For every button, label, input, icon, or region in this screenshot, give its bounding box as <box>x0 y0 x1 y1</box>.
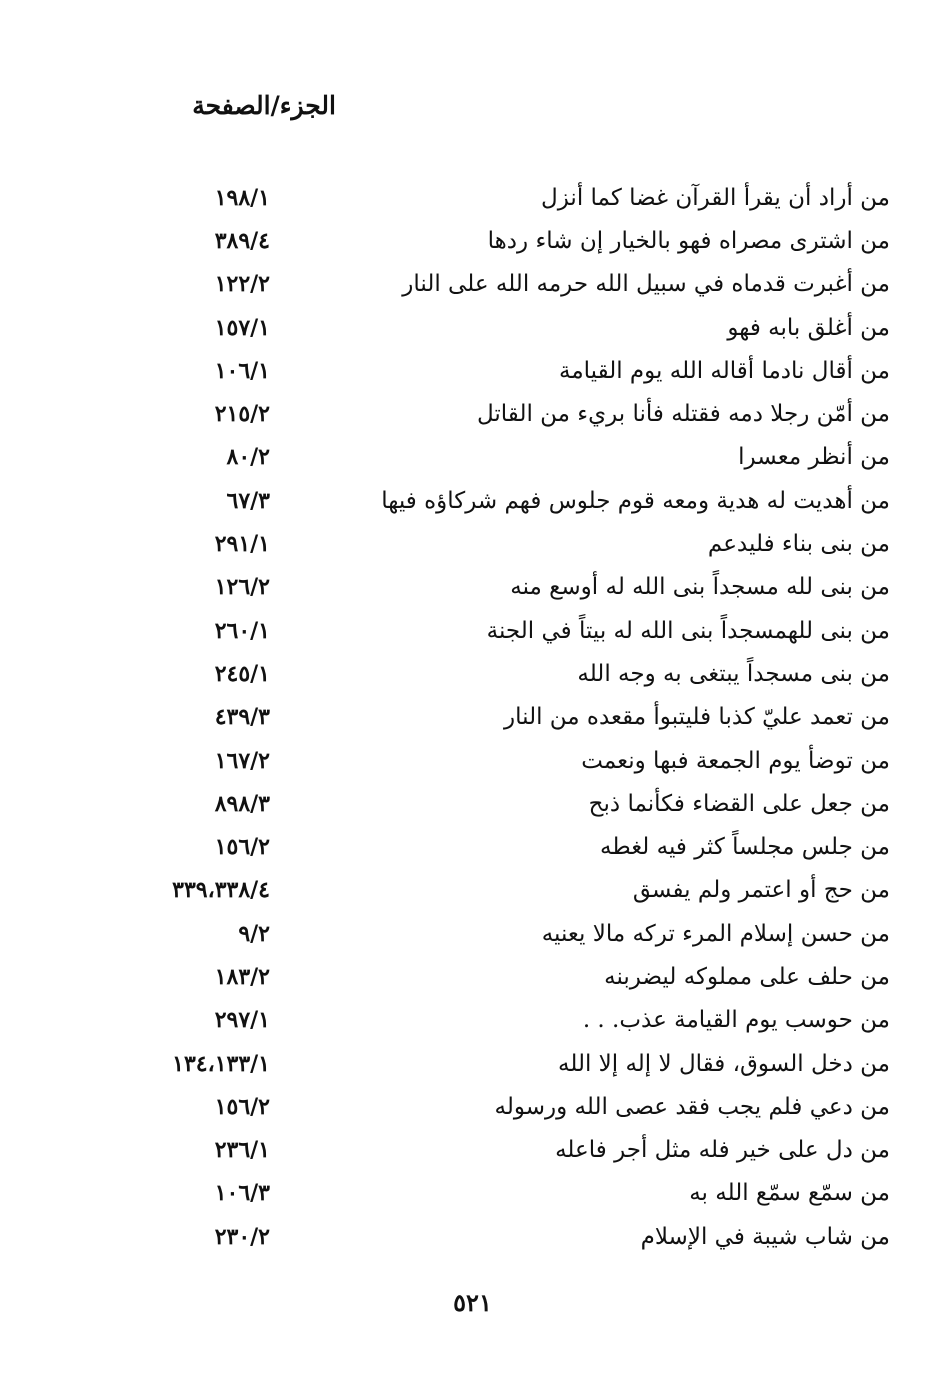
index-entry <box>130 869 890 912</box>
hadith-text: من أمّن رجلا دمه فقتله فأنا بريء من القاتل <box>476 401 890 428</box>
index-entry <box>130 782 890 825</box>
hadith-text: من حلف على مملوكه ليضربنه <box>604 963 890 990</box>
hadith-text: من بنى لله مسجداً بنى الله له أوسع منه <box>510 574 890 601</box>
index-entry <box>130 566 890 609</box>
index-entry <box>130 1129 890 1172</box>
index-entry <box>130 652 890 695</box>
hadith-index-list <box>130 176 890 1258</box>
index-entry <box>130 609 890 652</box>
hadith-text: من دل على خير فله مثل أجر فاعله <box>555 1137 890 1164</box>
volume-page-reference: ٢٣٠/٢ <box>214 1223 270 1250</box>
index-entry <box>130 349 890 392</box>
hadith-text: من أغلق بابه فهو <box>727 314 890 341</box>
index-entry <box>130 522 890 565</box>
hadith-text: من أغبرت قدماه في سبيل الله حرمه الله على النار <box>402 271 890 298</box>
hadith-text: من دعي فلم يجب فقد عصى الله ورسوله <box>494 1093 890 1120</box>
volume-page-reference: ٨٩٨/٣ <box>214 790 270 817</box>
index-entry <box>130 436 890 479</box>
volume-page-reference: ١٦٧/٢ <box>214 747 270 774</box>
volume-page-reference: ٣٣٩،٣٣٨/٤ <box>172 877 270 904</box>
volume-page-reference: ١٩٨/١ <box>214 184 270 211</box>
hadith-text: من حوسب يوم القيامة عذب. . . <box>582 1007 890 1034</box>
volume-page-reference: ٢٤٥/١ <box>214 660 270 687</box>
hadith-text: من توضأ يوم الجمعة فبها ونعمت <box>581 747 890 774</box>
index-entry <box>130 306 890 349</box>
index-entry <box>130 999 890 1042</box>
hadith-text: من أهديت له هدية ومعه قوم جلوس فهم شركاؤه فيها <box>381 487 890 514</box>
hadith-text: من بنى للهمسجداً بنى الله له بيتاً في الجنة <box>486 617 890 644</box>
volume-page-reference: ١٥٦/٢ <box>214 1093 270 1120</box>
hadith-text: من حج أو اعتمر ولم يفسق <box>632 877 890 904</box>
index-entry <box>130 1172 890 1215</box>
index-entry <box>130 263 890 306</box>
volume-page-reference: ٨٠/٢ <box>226 444 270 471</box>
volume-page-reference: ٩/٢ <box>238 920 270 947</box>
volume-page-reference: ١٠٦/١ <box>214 357 270 384</box>
index-entry <box>130 1085 890 1128</box>
volume-page-reference: ١٨٣/٢ <box>214 963 270 990</box>
hadith-text: من بنى مسجداً يبتغى به وجه الله <box>577 660 890 687</box>
hadith-text: من جلس مجلساً كثر فيه لغطه <box>600 834 890 861</box>
hadith-text: من حسن إسلام المرء تركه مالا يعنيه <box>541 920 890 947</box>
hadith-text: من أراد أن يقرأ القرآن غضا كما أنزل <box>541 184 890 211</box>
volume-page-reference: ١٥٦/٢ <box>214 834 270 861</box>
column-header <box>136 86 336 126</box>
volume-page-reference: ١٢٢/٢ <box>214 271 270 298</box>
volume-page-reference: ٣٨٩/٤ <box>214 227 270 254</box>
index-entry <box>130 1042 890 1085</box>
index-entry <box>130 912 890 955</box>
hadith-text: من اشترى مصراه فهو بالخيار إن شاء ردها <box>487 227 890 254</box>
index-entry <box>130 955 890 998</box>
volume-page-reference: ٢٣٦/١ <box>214 1137 270 1164</box>
hadith-text: من تعمد عليّ كذبا فليتبوأ مقعده من النار <box>504 704 890 731</box>
volume-page-reference: ١٣٤،١٣٣/١ <box>172 1050 270 1077</box>
index-entry <box>130 176 890 219</box>
volume-page-reference: ١٥٧/١ <box>214 314 270 341</box>
volume-page-reference: ٢٩٧/١ <box>214 1007 270 1034</box>
index-entry <box>130 825 890 868</box>
hadith-text: من أنظر معسرا <box>738 444 890 471</box>
volume-page-reference: ٢٩١/١ <box>214 531 270 558</box>
volume-page-reference: ٦٧/٣ <box>226 487 270 514</box>
index-entry <box>130 739 890 782</box>
hadith-text: من سمّع سمّع الله به <box>689 1180 890 1207</box>
index-entry <box>130 479 890 522</box>
volume-page-reference: ٤٣٩/٣ <box>214 704 270 731</box>
index-entry <box>130 392 890 435</box>
hadith-text: من جعل على القضاء فكأنما ذبح <box>588 790 890 817</box>
hadith-text: من شاب شيبة في الإسلام <box>640 1223 890 1250</box>
volume-page-reference: ٢٦٠/١ <box>214 617 270 644</box>
page-number: ٥٢١ <box>453 1288 492 1317</box>
index-entry <box>130 696 890 739</box>
hadith-text: من أقال نادما أقاله الله يوم القيامة <box>558 357 890 384</box>
volume-page-reference: ١٢٦/٢ <box>214 574 270 601</box>
index-entry <box>130 219 890 262</box>
hadith-text: من دخل السوق، فقال لا إله إلا الله <box>558 1050 890 1077</box>
index-entry <box>130 1215 890 1258</box>
hadith-text: من بنى بناء فليدعم <box>707 531 890 558</box>
volume-page-reference: ٢١٥/٢ <box>214 401 270 428</box>
volume-page-reference: ١٠٦/٣ <box>214 1180 270 1207</box>
column-header-label: الجزء/الصفحة <box>192 91 336 120</box>
